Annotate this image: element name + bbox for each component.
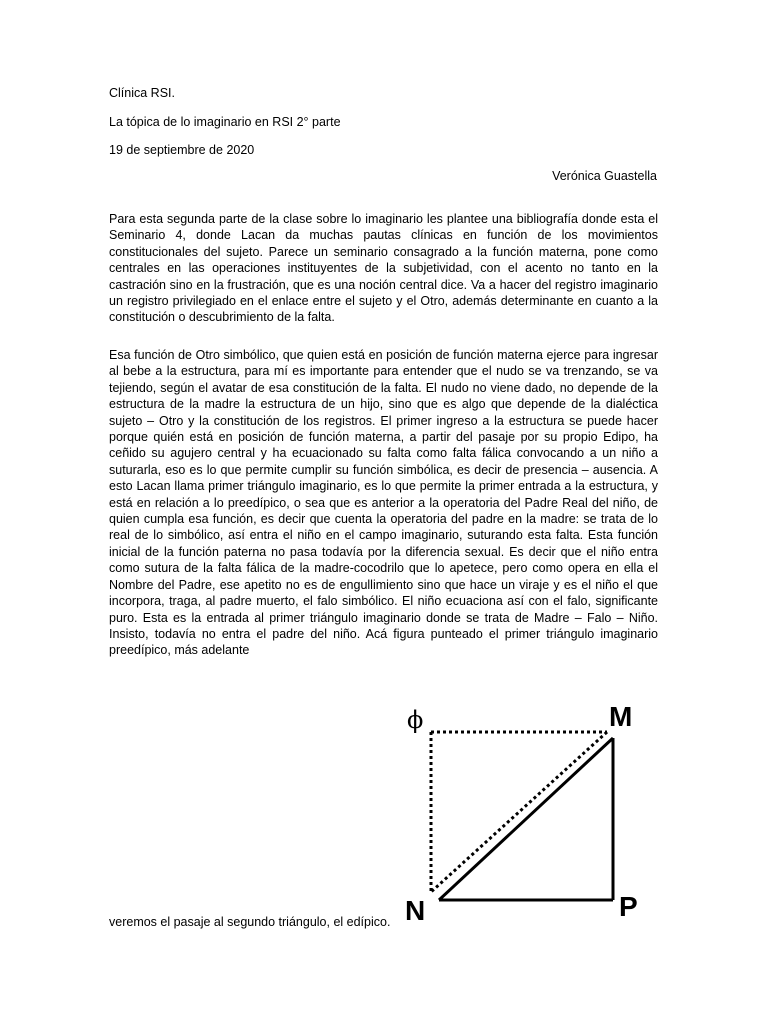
triangle-diagram (399, 698, 645, 925)
label-phi: ϕ (407, 706, 424, 734)
label-p: P (619, 891, 638, 922)
document-subtitle: La tópica de lo imaginario en RSI 2° parte (109, 115, 341, 129)
label-m: M (609, 701, 633, 732)
triangle-diagram-svg (399, 698, 645, 925)
document-date: 19 de septiembre de 2020 (109, 143, 255, 157)
paragraph-2: Esa función de Otro simbólico, que quien está en posición de función materna ejerce para ingresar al bebe a la estructura, para mí es importante para entender que el nudo se va trenzando, se va tejiendo, según el avatar de esa constitución de la falta. El nudo no viene dado, no depende de la estructura de la madre la estructura de un hijo, sino que es algo que depende de la dialéctica sujeto – Otro y la constitución de los registros. El primer ingreso a la estructura se puede hacer porque quién está en posición de función materna, a partir del pasaje por su propio Edipo, ha ceñido su agujero central y ha ecuacionado su falta como falta fálica convocando a un niño a suturarla, eso es lo que permite cumplir su función simbólica, es decir de presencia – ausencia. A esto Lacan llama primer triángulo imaginario, es lo que permite la primer entrada a la estructura, y está en relación a lo preedípico, o sea que es anterior a la operatoria del Padre Real del niño, de quien cumpla esa función, es decir que cuenta la operatoria del padre en la madre: se trata de lo real de lo simbólico, así entra el niño en el campo imaginario, suturando esta falta. Esta función inicial de la función paterna no pasa todavía por la diferencia sexual. Es decir que el niño entra como sutura de la falta fálica de la madre-cocodrilo que lo apetece, pero como opera en ella el Nombre del Padre, ese apetito no es de engullimiento sino que hace un viraje y es el niño el que incorpora, traga, al padre muerto, el falo simbólico. El niño ecuaciona así con el falo, significante puro. Esta es la entrada al primer triángulo imaginario donde se trata de Madre – Falo – Niño. Insisto, todavía no entra el padre del niño. Acá figura punteado el primer triángulo imaginario preedípico, más adelante (109, 348, 658, 658)
closing-line: veremos el pasaje al segundo triángulo, el edípico. (109, 915, 391, 929)
document-title: Clínica RSI. (109, 86, 175, 100)
document-author: Verónica Guastella (552, 169, 657, 183)
paragraph-1: Para esta segunda parte de la clase sobre lo imaginario les plantee una bibliografía donde esta el Seminario 4, donde Lacan da muchas pautas clínicas en función de los movimientos constitucionales del sujeto. Parece un seminario consagrado a la función materna, pone como centrales en las operaciones instituyentes de la subjetividad, con el acento no tanto en la castración sino en la frustración, que es una noción central dice. Va a hacer del registro imaginario un registro privilegiado en el enlace entre el sujeto y el Otro, además determinante en cuanto a la constitución o descubrimiento de la falta. (109, 212, 658, 325)
label-n: N (405, 895, 426, 925)
